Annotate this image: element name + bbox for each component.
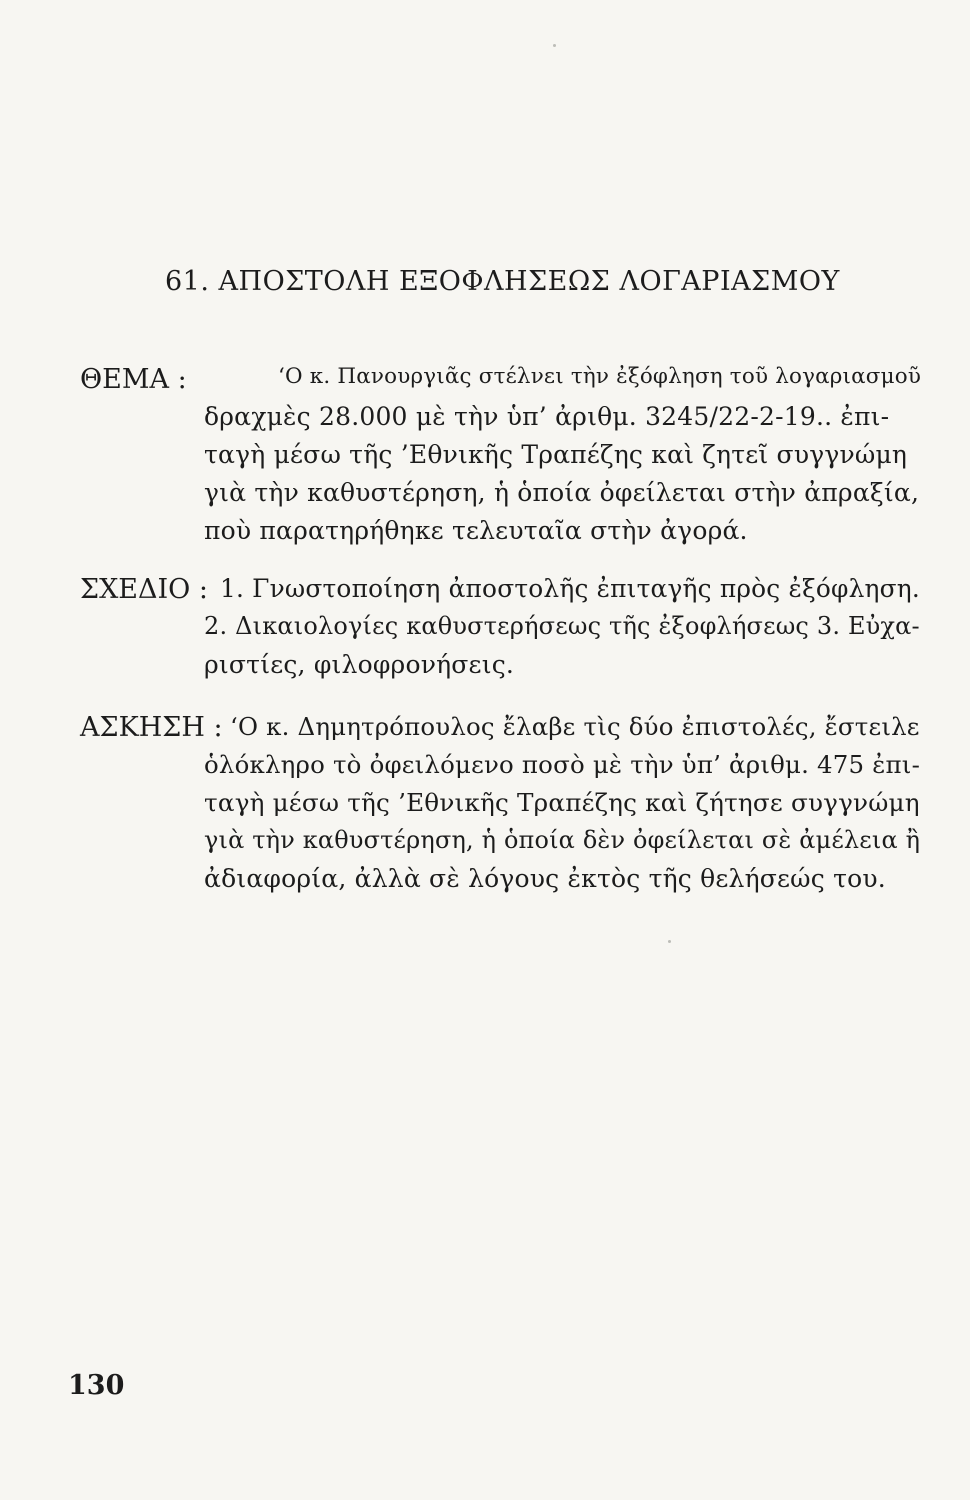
schedio-line: 1. Γνωστοποίηση ἀποστολῆς ἐπιταγῆς πρὸς ἐξόφληση. [220,574,920,603]
page-number: 130 [68,1370,125,1401]
askisi-line: ταγὴ μέσω τῆς ’Εθνικῆς Τραπέζης καὶ ζήτησε συγγνώμη [204,788,920,817]
section-label-schedio: ΣΧΕΔΙΟ : [80,574,208,605]
thema-line: γιὰ τὴν καθυστέρηση, ἡ ὁποία ὀφείλεται στὴν ἀπραξία, [204,478,920,507]
thema-line: ‘Ο κ. Πανουργιᾶς στέλνει τὴν ἐξόφληση τοῦ λογαριασμοῦ [278,364,922,389]
thema-line: ταγὴ μέσω τῆς ’Εθνικῆς Τραπέζης καὶ ζητεῖ συγγνώμη [204,440,908,469]
section-label-thema: ΘΕΜΑ : [80,364,187,395]
askisi-line: ‘Ο κ. Δημητρόπουλος ἔλαβε τὶς δύο ἐπιστολές, ἔστειλε [230,712,920,741]
paper-speck [553,44,556,47]
askisi-line: ἀδιαφορία, ἀλλὰ σὲ λόγους ἐκτὸς τῆς θελήσεώς του. [204,864,886,893]
section-label-askisi: ΑΣΚΗΣΗ : [80,712,223,743]
schedio-line: 2. Δικαιολογίες καθυστερήσεως τῆς ἐξοφλήσεως 3. Εὐχα- [204,612,920,640]
page-title: 61. ΑΠΟΣΤΟΛΗ ΕΞΟΦΛΗΣΕΩΣ ΛΟΓΑΡΙΑΣΜΟΥ [165,266,840,297]
thema-line: ποὺ παρατηρήθηκε τελευταῖα στὴν ἀγορά. [204,516,748,545]
thema-line: δραχμὲς 28.000 μὲ τὴν ὑπ’ ἀριθμ. 3245/22-2-19.. ἐπι- [204,402,890,431]
askisi-line: ὁλόκληρο τὸ ὀφειλόμενο ποσὸ μὲ τὴν ὑπ’ ἀριθμ. 475 ἐπι- [204,750,921,779]
paper-speck [668,940,671,943]
askisi-line: γιὰ τὴν καθυστέρηση, ἡ ὁποία δὲν ὀφείλεται σὲ ἀμέλεια ἢ [204,826,921,854]
schedio-line: ριστίες, φιλοφρονήσεις. [204,650,515,679]
